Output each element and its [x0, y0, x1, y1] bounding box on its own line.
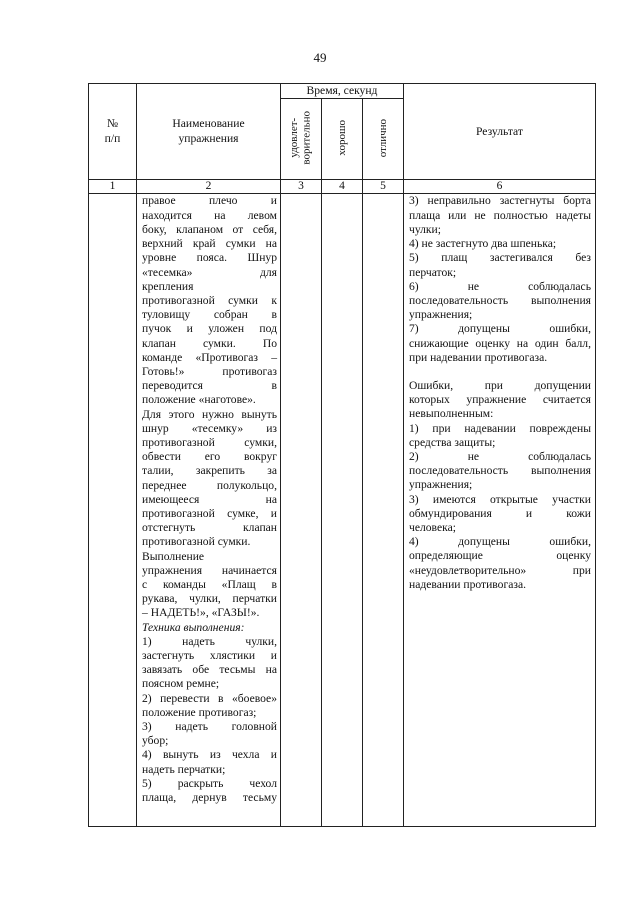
- exercise-text-line: – НАДЕТЬ!», «ГАЗЫ!».: [142, 606, 260, 620]
- good-cell: [322, 194, 363, 827]
- header-result: Результат: [404, 84, 596, 180]
- result-text-line: Ошибки, при допущении: [409, 378, 591, 392]
- exercise-description-cell: [137, 194, 281, 827]
- exercise-text-line: уровне пояса. Шнур: [142, 251, 277, 265]
- result-cell: [404, 194, 596, 827]
- result-text-line: надевании противогаза.: [409, 577, 527, 591]
- result-text-line: 4) не застегнуто два шпенька;: [409, 237, 557, 251]
- exercise-text-line: застегнуть хлястики и: [142, 648, 277, 662]
- exercise-text-line: с команды «Плащ в: [142, 577, 277, 591]
- result-text-line: 5) плащ застегивался без: [409, 251, 591, 265]
- header-exercise-name: [137, 84, 281, 180]
- result-text-line: 7) допущены ошибки,: [409, 322, 591, 336]
- result-text-line: 6) не соблюдалась: [409, 279, 591, 293]
- result-text-line: обмундирования и кожи: [409, 506, 591, 520]
- header-time-group: Время, секунд: [281, 84, 404, 99]
- header-satisfactory-line: удовлет-: [288, 118, 301, 158]
- column-number: 4: [322, 180, 363, 194]
- column-number: 5: [363, 180, 404, 194]
- result-text-line: средства защиты;: [409, 435, 496, 449]
- exercise-text-line: клапан сумки. По: [142, 336, 277, 350]
- result-text-line: 4) допущены ошибки,: [409, 535, 591, 549]
- exercise-text-line: надеть перчатки;: [142, 762, 226, 776]
- excellent-cell: [363, 194, 404, 827]
- result-text-line: 3) имеются открытые участки: [409, 492, 591, 506]
- header-satisfactory: [281, 99, 322, 180]
- exercise-text-line: противогазной сумке, и: [142, 506, 277, 520]
- exercise-text-line: обвести его вокруг: [142, 450, 277, 464]
- exercise-text-line: упражнения начинается: [142, 563, 277, 577]
- exercise-text-line: противогазной сумки.: [142, 535, 251, 549]
- header-name-line: Наименование: [172, 117, 245, 131]
- table-row: [89, 194, 596, 827]
- exercise-text-line: поясном ремне;: [142, 677, 220, 691]
- column-number: 2: [137, 180, 281, 194]
- exercise-text-line: крепления: [142, 279, 194, 293]
- exercise-text-line: 4) вынуть из чехла и: [142, 748, 277, 762]
- satisfactory-cell: [281, 194, 322, 827]
- result-text-line: плаща или не полностью надеты: [409, 208, 591, 222]
- result-text-line: 3) неправильно застегнуты борта: [409, 194, 591, 208]
- result-text-line: которых упражнение считается: [409, 393, 591, 407]
- result-text-line: чулки;: [409, 222, 441, 236]
- header-row-1: [89, 84, 596, 99]
- result-text-line: 2) не соблюдалась: [409, 449, 591, 463]
- exercise-text-line: плаща, дернув тесьму: [142, 791, 277, 805]
- exercise-text-line: переводится в: [142, 379, 277, 393]
- header-num-line: №: [106, 117, 119, 131]
- result-text-line: «неудовлетворительно» при: [409, 563, 591, 577]
- exercise-text-line: отстегнуть клапан: [142, 521, 277, 535]
- exercise-text-line: 5) раскрыть чехол: [142, 776, 277, 790]
- exercise-text-line: 2) перевести в «боевое»: [142, 691, 277, 705]
- page-number: 49: [313, 50, 327, 65]
- result-failure-list: [409, 379, 591, 592]
- column-number: 1: [89, 180, 137, 194]
- column-number: 6: [404, 180, 596, 194]
- header-num-line: п/п: [104, 131, 121, 145]
- header-good: [322, 99, 363, 180]
- result-text-line: при надевании противогаза.: [409, 350, 548, 364]
- exercise-text-line: «тесемка» для: [142, 265, 277, 279]
- result-text-line: человека;: [409, 520, 456, 534]
- result-text-line: упражнения;: [409, 308, 473, 322]
- exercise-text-line: противогазной сумки,: [142, 435, 277, 449]
- exercise-text-line: Техника выполнения:: [142, 620, 245, 634]
- exercise-table: [88, 83, 596, 827]
- exercise-text-line: шнур «тесемку» из: [142, 421, 277, 435]
- result-text-line: снижающие оценку на один балл,: [409, 336, 591, 350]
- exercise-text-line: пучок и уложен под: [142, 322, 277, 336]
- header-num: [89, 84, 137, 180]
- exercise-text-line: положение «наготове».: [142, 393, 256, 407]
- result-text-line: последовательность выполнения: [409, 293, 591, 307]
- exercise-text-line: завязать обе тесьмы на: [142, 663, 277, 677]
- exercise-text-line: противогазной сумки к: [142, 293, 277, 307]
- exercise-text-line: положение противогаз;: [142, 705, 257, 719]
- exercise-text-line: боку, клапаном от себя,: [142, 222, 277, 236]
- num-cell: [89, 194, 137, 827]
- exercise-text-line: Готовь!» противогаз: [142, 364, 277, 378]
- exercise-text-line: туловищу собран в: [142, 308, 277, 322]
- exercise-text-line: 3) надеть головной: [142, 720, 277, 733]
- header-satisfactory-line: ворительно: [301, 111, 313, 165]
- result-text-line: упражнения;: [409, 478, 473, 492]
- exercise-text-line: переднее полукольцо,: [142, 478, 277, 492]
- exercise-text-line: рукава, чулки, перчатки: [142, 592, 277, 606]
- exercise-text-line: 1) надеть чулки,: [142, 634, 277, 648]
- result-text-line: невыполненным:: [409, 407, 494, 421]
- header-good-label: хорошо: [335, 120, 348, 156]
- result-text-line: последовательность выполнения: [409, 464, 591, 478]
- exercise-text-line: находится на левом: [142, 208, 277, 222]
- exercise-text-line: правое плечо и: [142, 194, 277, 208]
- header-excellent-label: отлично: [376, 118, 389, 158]
- result-text-line: перчаток;: [409, 265, 457, 279]
- exercise-text-line: талии, закрепить за: [142, 464, 277, 478]
- paragraph-gap: [409, 365, 591, 379]
- result-text-line: 1) при надевании повреждены: [409, 421, 591, 435]
- column-number: 3: [281, 180, 322, 194]
- exercise-text-line: имеющееся на: [142, 492, 277, 506]
- exercise-text-line: команде «Противогаз –: [142, 350, 277, 364]
- header-excellent: [363, 99, 404, 180]
- result-errors-list: [409, 194, 591, 364]
- exercise-text-line: верхний край сумки на: [142, 237, 277, 251]
- result-text-line: определяющие оценку: [409, 549, 591, 563]
- exercise-text-line: Для этого нужно вынуть: [142, 407, 277, 421]
- column-number-row: [89, 180, 596, 194]
- exercise-text-line: убор;: [142, 734, 169, 748]
- exercise-text-line: Выполнение: [142, 549, 205, 563]
- header-name-line: упражнения: [178, 131, 239, 145]
